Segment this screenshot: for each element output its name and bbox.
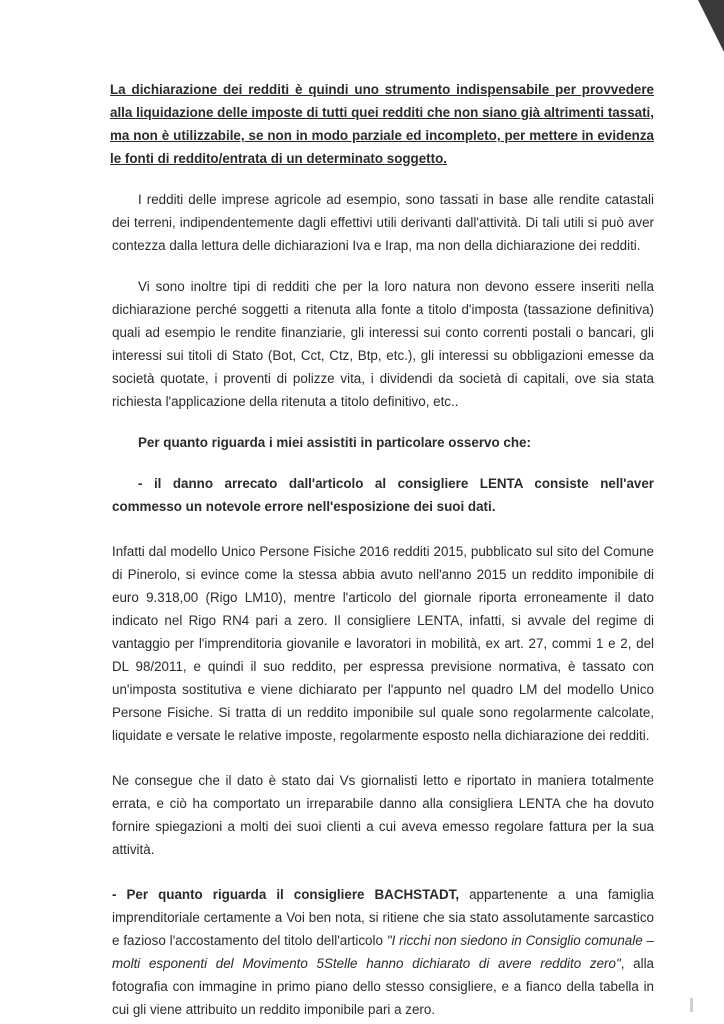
- lenta-details-paragraph: Infatti dal modello Unico Persone Fisiche 2016 redditi 2015, pubblicato sul sito del Comune di Pinerolo, si evince come la stessa abbia avuto nell'anno 2015 un reddito imponibile di euro 9.318,00 (Rigo LM10), mentre l'articolo del giornale riporta erroneamente il dato indicato nel Rigo RN4 pari a zero. Il consigliere LENTA, infatti, si avvale del regime di vantaggio per l'imprenditoria giovanile e lavoratori in mobilità, ex art. 27, commi 1 e 2, del DL 98/2011, e quindi il suo reddito, per espressa previsione normativa, è tassato con un'imposta sostitutiva e viene dichiarato per l'appunto nel quadro LM del modello Unico Persone Fisiche. Si tratta di un reddito imponibile sul quale sono regolarmente calcolate, liquidate e versate le relative imposte, regolarmente esposto nella dichiarazione dei redditi.: [112, 544, 654, 743]
- clients-heading: Per quanto riguarda i miei assistiti in particolare osservo che:: [138, 435, 531, 450]
- bachstadt-lead: - Per quanto riguarda il consigliere BACHSTADT,: [112, 887, 460, 902]
- bachstadt-text-2: , alla fotografia con immagine in primo piano dello stesso consigliere, e a fianco della tabella in cui gli viene attribuito un reddito imponibile pari a zero.: [112, 956, 654, 1017]
- scan-mark: [690, 998, 693, 1012]
- withholding-tax-paragraph: Vi sono inoltre tipi di redditi che per la loro natura non devono essere inseriti nella dichiarazione perché soggetti a ritenuta alla fonte a titolo d'imposta (tassazione definitiva) quali ad esempio le rendite finanziarie, gli interessi sui conto correnti postali o bancari, gli interessi sui titoli di Stato (Bot, Cct, Ctz, Btp, etc.), gli interessi su obbligazioni emesse da società quotate, i proventi di polizze vita, i dividendi da società di capitali, ove sia stata richiesta l'applicazione della ritenuta a titolo definitivo, etc..: [112, 279, 654, 409]
- page-corner-shadow: [694, 0, 724, 52]
- article-title-quote: "I ricchi non siedono in Consiglio comunale – molti esponenti del Movimento 5Stelle hanno dichiarato di avere reddito zero": [112, 933, 654, 971]
- lenta-consequence-paragraph: Ne consegue che il dato è stato dai Vs giornalisti letto e riportato in maniera totalmente errata, e ciò ha comportato un irreparabile danno alla consigliera LENTA che ha dovuto fornire spiegazioni a molti dei suoi clienti a cui aveva emesso regolare fattura per la sua attività.: [112, 773, 654, 857]
- document-page: [112, 78, 654, 1021]
- bachstadt-text-1: appartenente a una famiglia imprenditoriale certamente a Voi ben nota, si ritiene che sia stato assolutamente sarcastico e fazioso l'accostamento del titolo dell'articolo: [112, 887, 654, 948]
- lenta-heading: - il danno arrecato dall'articolo al consigliere LENTA consiste nell'aver commesso un notevole errore nell'esposizione dei suoi dati.: [112, 476, 654, 514]
- intro-paragraph: La dichiarazione dei redditi è quindi uno strumento indispensabile per provvedere alla liquidazione delle imposte di tutti quei redditi che non siano già altrimenti tassati, ma non è utilizzabile, se non in modo parziale ed incompleto, per mettere in evidenza le fonti di reddito/entrata di un determinato soggetto.: [110, 82, 654, 166]
- agricultural-income-paragraph: I redditi delle imprese agricole ad esempio, sono tassati in base alle rendite catastali dei terreni, indipendentemente dagli effettivi utili derivanti dall'attività. Di tali utili si può aver contezza dalla lettura delle dichiarazioni Iva e Irap, ma non della dichiarazione dei redditi.: [112, 192, 654, 253]
- bachstadt-paragraph: [112, 883, 654, 1021]
